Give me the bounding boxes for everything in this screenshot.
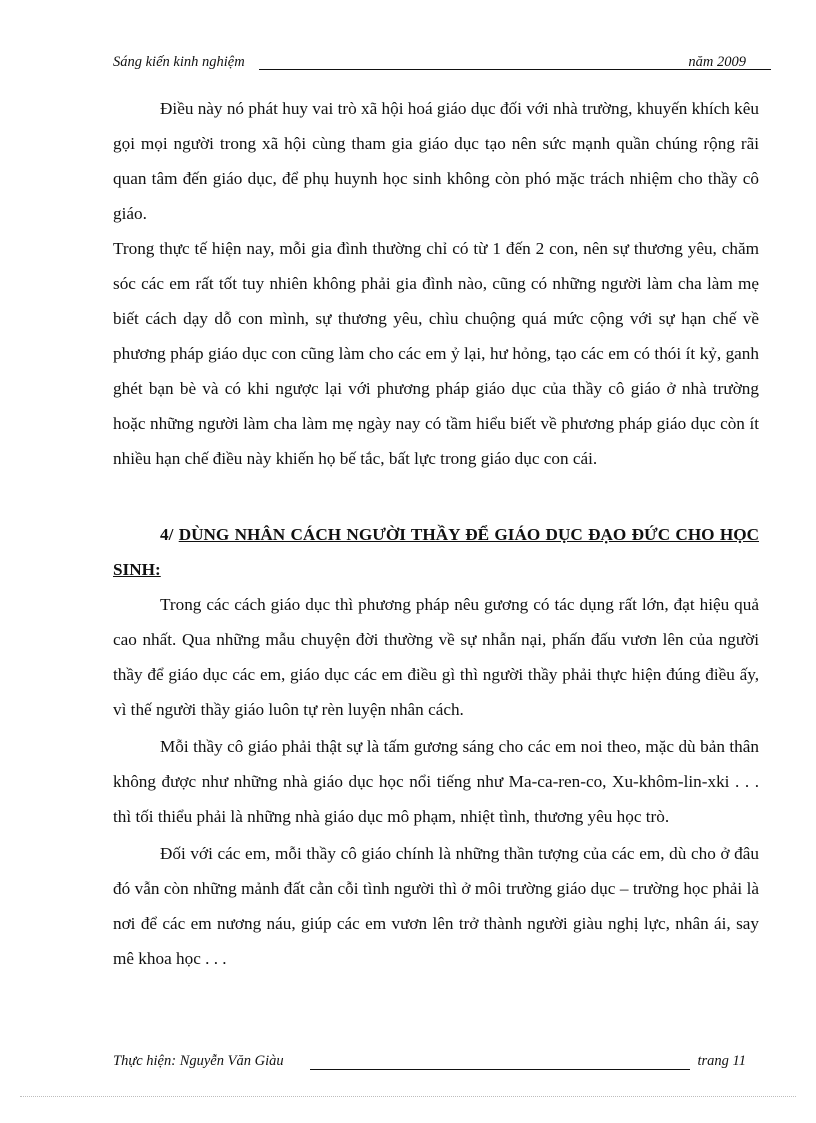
header-year: năm 2009: [688, 54, 746, 70]
footer-author: Thực hiện: Nguyễn Văn Giàu: [113, 1053, 284, 1069]
footer-rule: [310, 1069, 690, 1070]
section-number: 4/: [160, 525, 174, 544]
section-title: DÙNG NHÂN CÁCH NGƯỜI THẦY ĐỂ GIÁO DỤC ĐẠO ĐỨC CHO HỌC SINH:: [113, 525, 760, 579]
section-heading: [113, 517, 759, 587]
page-number: trang 11: [697, 1053, 746, 1069]
page-bottom-divider: [20, 1096, 796, 1097]
header-title: Sáng kiến kinh nghiệm: [113, 54, 245, 70]
page-header: [113, 50, 746, 74]
paragraph: Mỗi thầy cô giáo phải thật sự là tấm gương sáng cho các em noi theo, mặc dù bản thân không được như những nhà giáo dục học nổi tiếng như Ma-ca-ren-co, Xu-khôm-lin-xki . . . thì tối thiểu phải là những nhà giáo dục mô phạm, nhiệt tình, thương yêu học trò.: [113, 737, 759, 826]
document-body: [113, 91, 759, 976]
paragraph: Điều này nó phát huy vai trò xã hội hoá giáo dục đối với nhà trường, khuyến khích kêu gọi mọi người trong xã hội cùng tham gia giáo dục tạo nên sức mạnh quần chúng rộng rãi quan tâm đến giáo dục, để phụ huynh học sinh không còn phó mặc trách nhiệm cho thầy cô giáo.: [113, 99, 759, 223]
paragraph: Trong các cách giáo dục thì phương pháp nêu gương có tác dụng rất lớn, đạt hiệu quả cao nhất. Qua những mẫu chuyện đời thường về sự nhẫn nại, phấn đấu vươn lên của người thầy để giáo dục các em, giáo dục các em điều gì thì người thầy phải thực hiện đúng điều ấy, vì thế người thầy giáo luôn tự rèn luyện nhân cách.: [113, 595, 759, 719]
page-footer: [113, 1050, 746, 1074]
paragraph: Trong thực tế hiện nay, mỗi gia đình thường chỉ có từ 1 đến 2 con, nên sự thương yêu, chăm sóc các em rất tốt tuy nhiên không phải gia đình nào, cũng có những người làm cha làm mẹ biết cách dạy dỗ con mình, sự thương yêu, chìu chuộng quá mức cộng với sự hạn chế về phương pháp giáo dục con cũng làm cho các em ỷ lại, hư hỏng, tạo các em có thói ít kỷ, ganh ghét bạn bè và có khi ngược lại với phương pháp giáo dục của thầy cô giáo ở nhà trường hoặc những người làm cha làm mẹ ngày nay có tầm hiểu biết về phương pháp giáo dục còn ít nhiều hạn chế điều này khiến họ bế tắc, bất lực trong giáo dục con cái.: [113, 239, 759, 468]
paragraph: Đối với các em, mỗi thầy cô giáo chính là những thần tượng của các em, dù cho ở đâu đó vẫn còn những mảnh đất cằn cỗi tình người thì ở môi trường giáo dục – trường học phải là nơi để các em nương náu, giúp các em vươn lên trở thành người giàu nghị lực, nhân ái, say mê khoa học . . .: [113, 844, 759, 968]
